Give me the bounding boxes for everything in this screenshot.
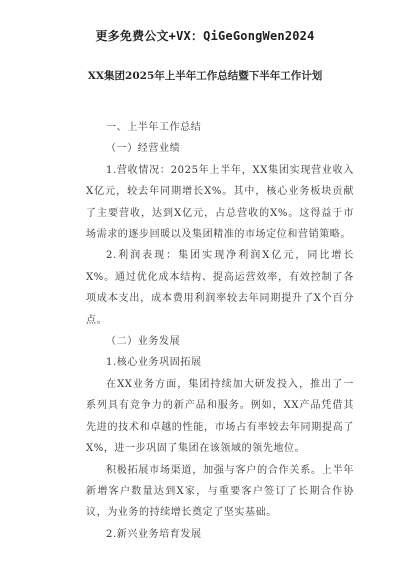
item-emerging-business: 2.新兴业务培育发展: [106, 528, 202, 540]
document-body: [86, 117, 354, 545]
paragraph-revenue: 1.营收情况：2025年上半年，XX集团实现营业收入X亿元，较去年同期增长X%。其中，核心业务板块贡献了主要营收，达到X亿元，占总营收的X%。这得益于市场需求的逐步回暖以及集团精准的市场定位和营销策略。: [86, 164, 354, 241]
section-heading-first-half-summary: 一、上半年工作总结: [106, 122, 202, 133]
subsection-heading-business-development: （二）业务发展: [106, 336, 181, 348]
paragraph-core-business: 在XX业务方面，集团持续加大研发投入，推出了一系列具有竞争力的新产品和服务。例如，XX产品凭借其先进的技术和卓越的性能，市场占有率较去年同期提高了X%，进一步巩固了集团在该领域的领先地位。: [86, 378, 354, 455]
document-title: XX集团2025年上半年工作总结暨下半年工作计划: [87, 70, 323, 82]
paragraph-profit: 2.利润表现：集团实现净利润X亿元，同比增长X%。通过优化成本结构、提高运营效率，有效控制了各项成本支出，成本费用利润率较去年同期提升了X个百分点。: [86, 250, 354, 326]
item-core-business: 1.核心业务巩固拓展: [106, 357, 202, 369]
promo-banner-text: 更多免费公文+VX：QiGeGongWen2024: [95, 29, 315, 43]
paragraph-market-channels: 积极拓展市场渠道，加强与客户的合作关系。上半年新增客户数量达到X家，与重要客户签订了长期合作协议，为业务的持续增长奠定了坚实基础。: [86, 464, 354, 519]
subsection-heading-performance: （一）经营业绩: [106, 143, 181, 155]
